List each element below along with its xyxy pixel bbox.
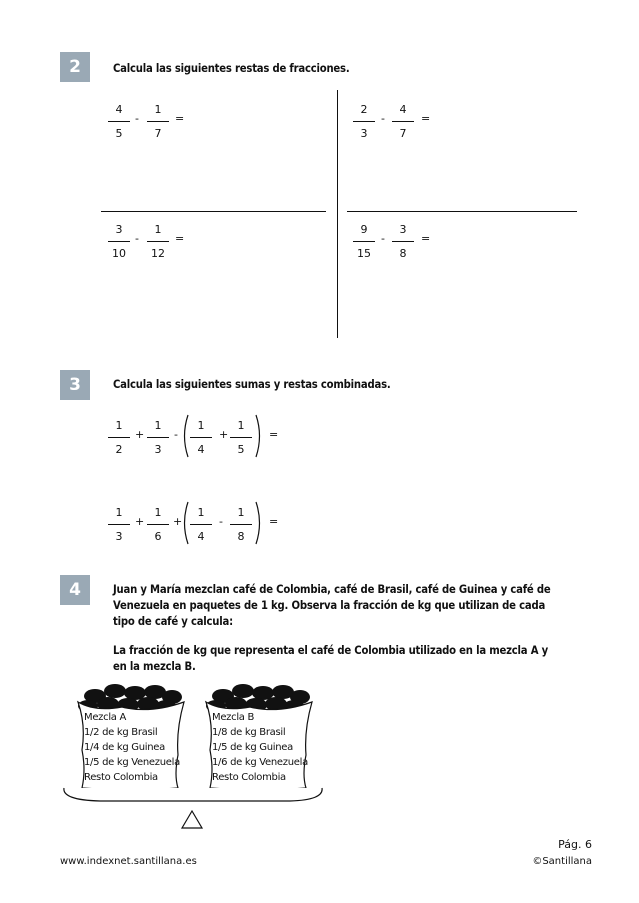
open-parenthesis	[180, 414, 190, 458]
minus-sign: -	[219, 515, 223, 528]
fraction: 2 3	[353, 102, 375, 141]
grid-horizontal-line-left	[101, 211, 326, 212]
exercise-4-question: La fracción de kg que representa el café de Colombia utilizado en la mezcla A y en la mezcla B.	[113, 644, 548, 673]
close-parenthesis	[254, 501, 264, 545]
copyright: ©Santillana	[532, 856, 592, 867]
fraction: 1 3	[147, 418, 169, 457]
fraction: 9 15	[353, 222, 375, 261]
exercise-3-instruction: Calcula las siguientes sumas y restas combinadas.	[113, 378, 391, 391]
fraction: 1 6	[147, 505, 169, 544]
mixture-b-label: Mezcla B 1/8 de kg Brasil 1/5 de kg Guinea 1/6 de kg Venezuela Resto Colombia	[212, 712, 308, 783]
fraction: 4 7	[392, 102, 414, 141]
exercise-4-statement: Juan y María mezclan café de Colombia, café de Brasil, café de Guinea y café de Venezuela en paquetes de 1 kg. Observa la fracción de kg que utilizan de cada tipo de café y calcula:	[113, 583, 551, 628]
minus-sign: -	[381, 112, 385, 125]
equals-sign: =	[175, 232, 185, 245]
grid-vertical-line	[337, 90, 338, 338]
minus-sign: -	[135, 112, 139, 125]
fraction: 1 8	[230, 505, 252, 544]
open-parenthesis	[180, 501, 190, 545]
minus-sign: -	[174, 428, 178, 441]
fraction: 4 5	[108, 102, 130, 141]
fraction: 1 7	[147, 102, 169, 141]
plus-sign: +	[173, 515, 183, 528]
exercise-2-instruction: Calcula las siguientes restas de fracciones.	[113, 62, 350, 75]
equals-sign: =	[269, 428, 279, 441]
page-number: Pág. 6	[558, 838, 592, 851]
equals-sign: =	[421, 112, 431, 125]
fraction: 3 8	[392, 222, 414, 261]
equals-sign: =	[175, 112, 185, 125]
fraction: 1 12	[147, 222, 169, 261]
grid-horizontal-line-right	[347, 211, 577, 212]
fraction: 1 5	[230, 418, 252, 457]
equals-sign: =	[421, 232, 431, 245]
website-link[interactable]: www.indexnet.santillana.es	[60, 856, 197, 867]
fraction: 3 10	[108, 222, 130, 261]
scale-pan	[64, 788, 322, 801]
fraction: 1 3	[108, 505, 130, 544]
fraction: 1 4	[190, 418, 212, 457]
plus-sign: +	[135, 428, 145, 441]
plus-sign: +	[135, 515, 145, 528]
close-parenthesis	[254, 414, 264, 458]
fraction: 1 4	[190, 505, 212, 544]
exercise-3-number: 3	[60, 370, 90, 400]
equals-sign: =	[269, 515, 279, 528]
plus-sign: +	[219, 428, 229, 441]
exercise-4-number: 4	[60, 575, 90, 605]
minus-sign: -	[381, 232, 385, 245]
scale-base	[182, 811, 202, 828]
mixture-a-label: Mezcla A 1/2 de kg Brasil 1/4 de kg Guinea 1/5 de kg Venezuela Resto Colombia	[84, 712, 180, 783]
minus-sign: -	[135, 232, 139, 245]
fraction: 1 2	[108, 418, 130, 457]
exercise-2-number: 2	[60, 52, 90, 82]
